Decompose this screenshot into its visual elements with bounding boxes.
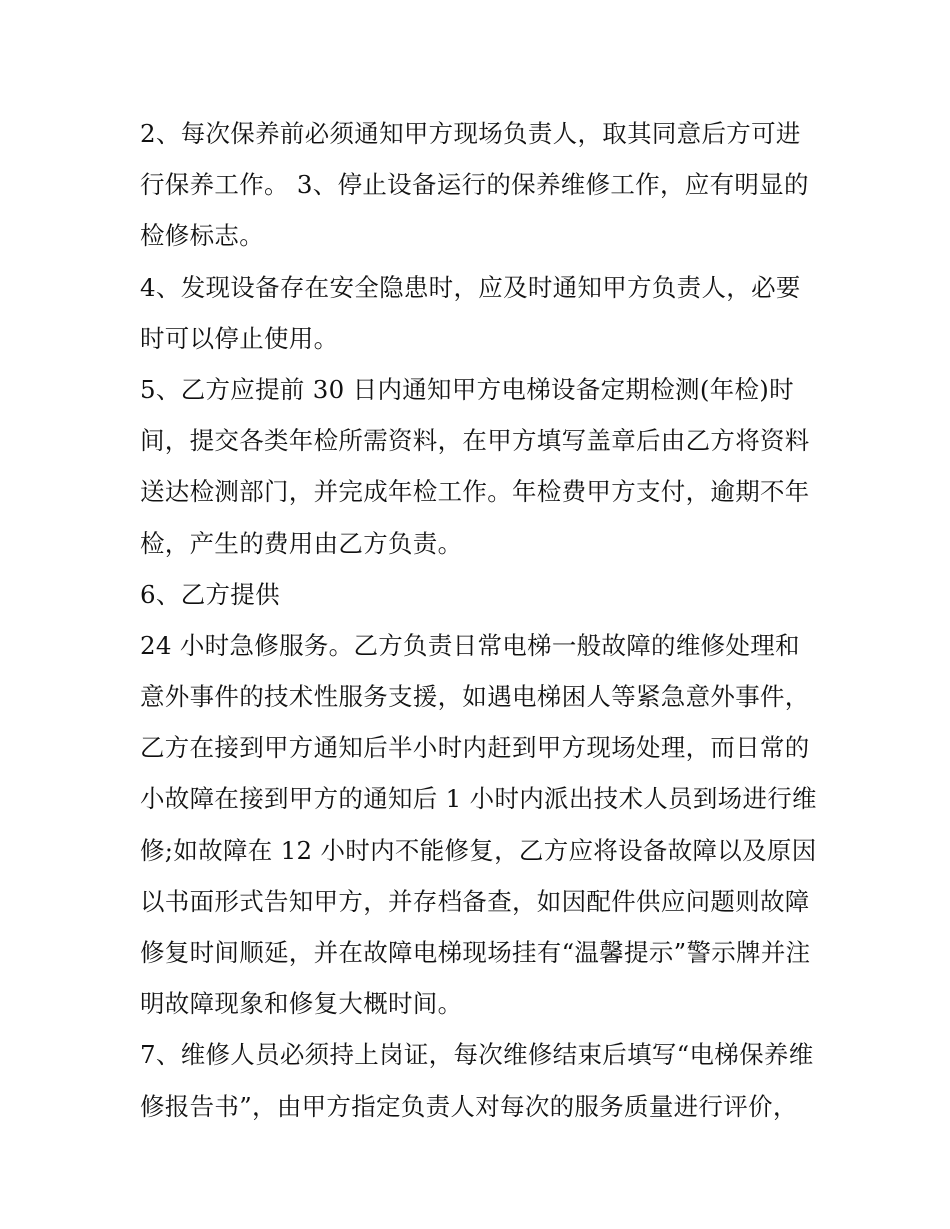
- text-line: 24 小时急修服务。乙方负责日常电梯一般故障的维修处理和: [140, 630, 800, 660]
- text-line: 4、发现设备存在安全隐患时，应及时通知甲方负责人，必要: [140, 272, 801, 302]
- text-line: 5、乙方应提前 30 日内通知甲方电梯设备定期检测(年检)时: [140, 374, 794, 404]
- text-line: 修复时间顺延，并在故障电梯现场挂有“温馨提示”警示牌并注: [140, 938, 811, 967]
- text-line: 送达检测部门，并完成年检工作。年检费甲方支付，逾期不年: [140, 477, 810, 507]
- text-line: 2、每次保养前必须通知甲方现场负责人，取其同意后方可进: [140, 119, 801, 148]
- text-line: 检修标志。: [140, 221, 264, 251]
- text-line: 间，提交各类年检所需资料，在甲方填写盖章后由乙方将资料: [140, 426, 810, 456]
- text-line: 行保养工作。 3、停止设备运行的保养维修工作，应有明显的: [140, 170, 809, 200]
- text-line: 明故障现象和修复大概时间。: [140, 989, 463, 1019]
- text-line: 7、维修人员必须持上岗证，每次维修结束后填写“电梯保养维: [140, 1040, 814, 1070]
- text-line: 意外事件的技术性服务支援，如遇电梯困人等紧急意外事件，: [140, 682, 810, 712]
- document-body: [140, 108, 817, 1132]
- text-line: 小故障在接到甲方的通知后 1 小时内派出技术人员到场进行维: [140, 784, 817, 814]
- text-line: 修报告书”，由甲方指定负责人对每次的服务质量进行评价，: [140, 1091, 798, 1121]
- text-line: 以书面形式告知甲方，并存档备查，如因配件供应问题则故障: [140, 886, 810, 916]
- text-line: 乙方在接到甲方通知后半小时内赶到甲方现场处理，而日常的: [140, 733, 810, 763]
- text-line: 6、乙方提供: [140, 579, 280, 609]
- text-line: 时可以停止使用。: [140, 323, 339, 353]
- text-line: 修;如故障在 12 小时内不能修复，乙方应将设备故障以及原因: [140, 835, 817, 865]
- text-line: 检，产生的费用由乙方负责。: [140, 528, 463, 558]
